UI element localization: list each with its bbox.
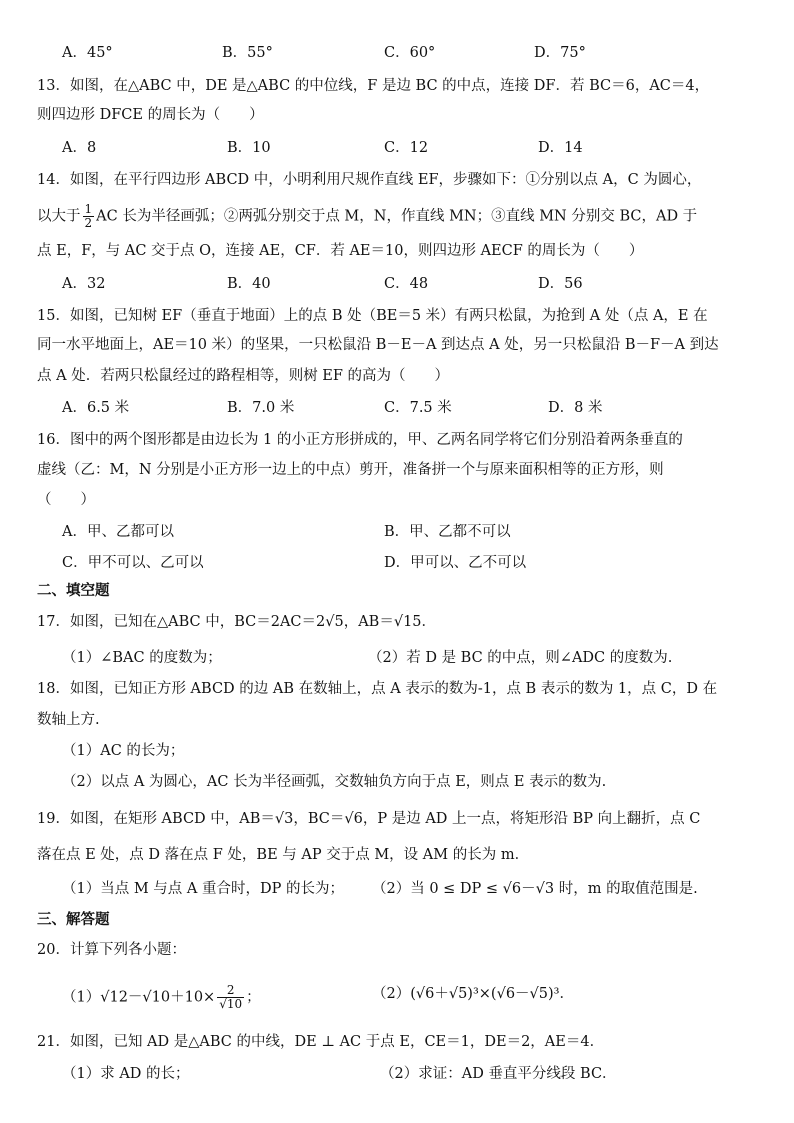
q14-fraction-numerator: 1 bbox=[84, 202, 93, 216]
q14-option-b: B．40 bbox=[227, 276, 271, 292]
q14-fraction bbox=[83, 203, 95, 230]
q18-stem-line2: 数轴上方. bbox=[37, 712, 100, 728]
q16-stem-line1: 16．图中的两个图形都是由边长为 1 的小正方形拼成的，甲、乙两名同学将它们分别沿着两条垂直的 bbox=[37, 432, 683, 448]
q16-stem-line3: （ ） bbox=[37, 492, 95, 508]
q13-stem-line2: 则四边形 DFCE 的周长为（ ） bbox=[37, 107, 264, 123]
q17-sub1: （1）∠BAC 的度数为； bbox=[62, 650, 222, 666]
q20-fraction-numerator: 2 bbox=[217, 984, 244, 998]
q12-option-d: D．75° bbox=[534, 45, 586, 61]
q16-stem-line2: 虚线（乙：M，N 分别是小正方形一边上的中点）剪开，准备拼一个与原来面积相等的正方形，则 bbox=[37, 462, 664, 478]
q17-sub2: （2）若 D 是 BC 的中点，则∠ADC 的度数为. bbox=[368, 650, 673, 666]
q13-option-c: C．12 bbox=[384, 140, 429, 156]
section-fill-in-blank-heading: 二、填空题 bbox=[37, 582, 110, 599]
q15-option-b: B．7.0 米 bbox=[227, 400, 295, 416]
q15-option-a: A．6.5 米 bbox=[62, 400, 130, 416]
q20-stem-line1: 20．计算下列各小题： bbox=[37, 942, 186, 958]
q14-stem-line3: 点 E，F，与 AC 交于点 O，连接 AE，CF．若 AE＝10，则四边形 AECF 的周长为（ ） bbox=[37, 243, 644, 259]
q20-fraction bbox=[217, 984, 244, 1011]
q15-stem-line1: 15．如图，已知树 EF（垂直于地面）上的点 B 处（BE＝5 米）有两只松鼠，为抢到 A 处（点 A，E 在 bbox=[37, 308, 708, 324]
section-solution-heading: 三、解答题 bbox=[37, 911, 110, 928]
q13-option-a: A．8 bbox=[62, 140, 97, 156]
q21-sub1: （1）求 AD 的长； bbox=[62, 1066, 190, 1082]
q12-option-c: C．60° bbox=[384, 45, 436, 61]
q14-stem-line2 bbox=[37, 203, 764, 230]
q16-option-c: C．甲不可以、乙可以 bbox=[62, 555, 204, 571]
q12-option-a: A．45° bbox=[62, 45, 113, 61]
q18-sub2: （2）以点 A 为圆心，AC 长为半径画弧，交数轴负方向于点 E，则点 E 表示的数为. bbox=[62, 774, 607, 790]
q16-option-a: A．甲、乙都可以 bbox=[62, 524, 174, 540]
q21-stem-line1: 21．如图，已知 AD 是△ABC 的中线，DE ⊥ AC 于点 E，CE＝1，DE＝2，AE＝4． bbox=[37, 1034, 605, 1050]
q20-sub1 bbox=[62, 984, 261, 1011]
q15-stem-line3: 点 A 处．若两只松鼠经过的路程相等，则树 EF 的高为（ ） bbox=[37, 368, 450, 384]
q18-sub1: （1）AC 的长为； bbox=[62, 743, 185, 759]
q18-stem-line1: 18．如图，已知正方形 ABCD 的边 AB 在数轴上，点 A 表示的数为-1，点 B 表示的数为 1，点 C，D 在 bbox=[37, 681, 718, 697]
q13-stem-line1: 13．如图，在△ABC 中，DE 是△ABC 的中位线，F 是边 BC 的中点，连接 DF．若 BC＝6，AC＝4， bbox=[37, 78, 710, 94]
q14-option-a: A．32 bbox=[62, 276, 106, 292]
q20-sub2: （2）(√6＋√5)³×(√6－√5)³． bbox=[372, 986, 574, 1002]
q14-fraction-denominator: 2 bbox=[84, 216, 93, 230]
q14-option-c: C．48 bbox=[384, 276, 429, 292]
q14-line2-suffix: AC 长为半径画弧；②两弧分别交于点 M，N，作直线 MN；③直线 MN 分别交 BC，AD 于 bbox=[96, 208, 698, 225]
q14-stem-line1: 14．如图，在平行四边形 ABCD 中，小明利用尺规作直线 EF，步骤如下：①分别以点 A，C 为圆心， bbox=[37, 172, 702, 188]
q16-option-b: B．甲、乙都不可以 bbox=[384, 524, 511, 540]
q21-sub2: （2）求证：AD 垂直平分线段 BC． bbox=[380, 1066, 617, 1082]
q13-option-d: D．14 bbox=[538, 140, 583, 156]
q20-sub1-prefix: （1）√12－√10＋10× bbox=[62, 989, 216, 1006]
q15-option-d: D．8 米 bbox=[548, 400, 603, 416]
q19-stem-line2: 落在点 E 处，点 D 落在点 F 处，BE 与 AP 交于点 M，设 AM 的长为 m． bbox=[37, 847, 530, 863]
q15-stem-line2: 同一水平地面上，AE＝10 米）的坚果，一只松鼠沿 B－E－A 到达点 A 处，另一只松鼠沿 B－F－A 到达 bbox=[37, 337, 719, 353]
q19-sub2: （2）当 0 ≤ DP ≤ √6－√3 时，m 的取值范围是. bbox=[372, 881, 698, 897]
q20-sub1-suffix: ； bbox=[246, 989, 261, 1006]
q13-option-b: B．10 bbox=[227, 140, 271, 156]
q19-sub1: （1）当点 M 与点 A 重合时，DP 的长为； bbox=[62, 881, 344, 897]
q12-option-b: B．55° bbox=[222, 45, 273, 61]
q14-option-d: D．56 bbox=[538, 276, 583, 292]
q17-stem-line1: 17．如图，已知在△ABC 中，BC＝2AC＝2√5，AB＝√15． bbox=[37, 614, 437, 630]
q19-stem-line1: 19．如图，在矩形 ABCD 中，AB＝√3，BC＝√6，P 是边 AD 上一点，将矩形沿 BP 向上翻折，点 C bbox=[37, 811, 701, 827]
q20-fraction-denominator: √10 bbox=[219, 997, 243, 1011]
q16-option-d: D．甲可以、乙不可以 bbox=[384, 555, 527, 571]
q15-option-c: C．7.5 米 bbox=[384, 400, 452, 416]
q14-line2-prefix: 以大于 bbox=[37, 208, 81, 225]
